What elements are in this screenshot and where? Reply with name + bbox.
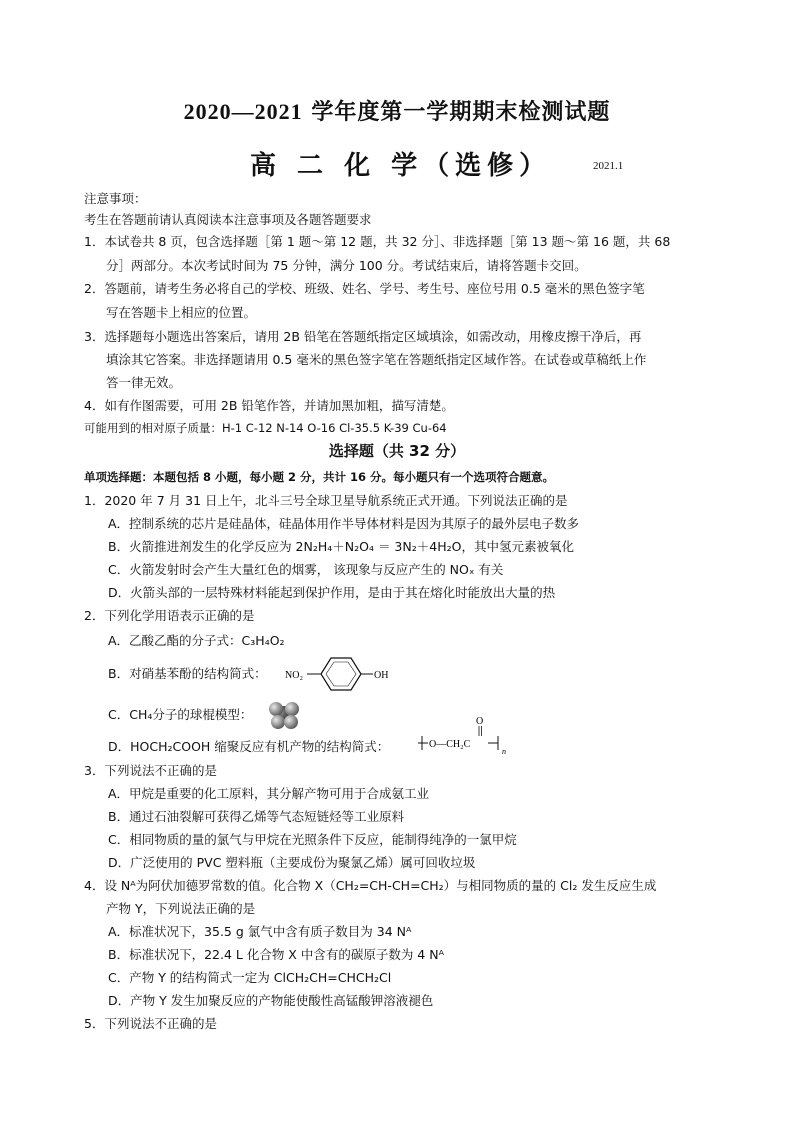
benzene-inner	[326, 662, 356, 686]
repeat-unit-label: O—CH₂C	[429, 739, 471, 750]
notice-heading: 注意事项：	[84, 191, 147, 206]
q1-option-a: A．控制系统的芯片是硅晶体，硅晶体用作半导体材料是因为其原子的最外层电子数多	[108, 516, 580, 531]
notice-line-8: 4．如有作图需要，可用 2B 铅笔作答，并请加黑加粗，描写清楚。	[84, 398, 454, 413]
q3-option-a: A．甲烷是重要的化工原料，其分解产物可用于合成氨工业	[108, 786, 430, 801]
atomic-masses: 可能用到的相对原子质量：H-1 C-12 N-14 O-16 Cl-35.5 K-39 Cu-64	[84, 421, 447, 435]
exam-subtitle: 高 二 化 学（选修）	[250, 151, 552, 181]
q2-stem: 2．下列化学用语表示正确的是	[84, 608, 255, 623]
q2-option-a: A．乙酸乙酯的分子式：C₃H₄O₂	[108, 633, 285, 648]
section-title: 选择题（共 32 分）	[328, 442, 466, 460]
q1-option-b: B．火箭推进剂发生的化学反应为 2N₂H₄＋N₂O₄ ＝ 3N₂＋4H₂O，其中氢元素被氧化	[108, 539, 574, 554]
q5-stem: 5．下列说法不正确的是	[84, 1016, 217, 1031]
notice-line-4: 写在答题卡上相应的位置。	[106, 305, 257, 320]
q3-option-d: D．广泛使用的 PVC 塑料瓶（主要成份为聚氯乙烯）属可回收垃圾	[108, 855, 476, 870]
q1-stem: 1．2020 年 7 月 31 日上午，北斗三号全球卫星导航系统正式开通。下列说法正确的是	[84, 493, 568, 508]
repeat-n-label: n	[502, 747, 506, 756]
exam-title	[0, 95, 794, 126]
q3-option-b: B．通过石油裂解可获得乙烯等气态短链烃等工业原料	[108, 809, 405, 824]
section-instruction: 单项选择题：本题包括 8 小题，每小题 2 分，共计 16 分。每小题只有一个选项符合题意。	[84, 470, 555, 484]
notice-line-1: 1．本试卷共 8 页，包含选择题［第 1 题～第 12 题，共 32 分］、非选择题［第 13 题～第 16 题，共 68	[84, 234, 671, 249]
benzene-ring	[321, 658, 361, 690]
q4-option-a: A．标准状况下，35.5 g 氯气中含有质子数目为 34 Nᴬ	[108, 924, 412, 939]
notice-line-3: 2．答题前，请考生务必将自己的学校、班级、姓名、学号、考生号、座位号用 0.5 毫米的黑色签字笔	[84, 281, 645, 296]
notice-line-7: 答一律无效。	[106, 375, 182, 390]
q2-option-b: B．对硝基苯酚的结构简式：	[108, 666, 267, 681]
notice-intro: 考生在答题前请认真阅读本注意事项及各题答题要求	[84, 212, 372, 227]
q2-option-d: D．HOCH₂COOH 缩聚反应有机产物的结构简式：	[108, 739, 390, 754]
carbonyl-o-label: O	[476, 716, 484, 727]
title-year: 2020—2021	[183, 99, 303, 124]
notice-line-6: 填涂其它答案。非选择题请用 0.5 毫米的黑色签字笔在答题纸指定区域作答。在试卷或草稿纸上作	[106, 352, 647, 367]
q3-option-c: C．相同物质的量的氯气与甲烷在光照条件下反应，能制得纯净的一氯甲烷	[108, 832, 517, 847]
q3-stem: 3．下列说法不正确的是	[84, 763, 217, 778]
nitro-group-label: NO₂	[285, 670, 303, 681]
q1-option-c: C．火箭发射时会产生大量红色的烟雾， 该现象与反应产生的 NOₓ 有关	[108, 562, 504, 577]
hydroxyl-label: OH	[374, 670, 389, 681]
exam-date: 2021.1	[593, 160, 624, 172]
notice-line-5: 3．选择题每小题选出答案后，请用 2B 铅笔在答题纸指定区域填涂，如需改动，用橡皮擦干净后，再	[84, 329, 642, 344]
q4-stem-line1: 4．设 Nᴬ为阿伏加德罗常数的值。化合物 X（CH₂=CH-CH=CH₂）与相同物质的量的 Cl₂ 发生反应生成	[84, 878, 657, 893]
q1-option-d: D．火箭头部的一层特殊材料能起到保护作用，是由于其在熔化时能放出大量的热	[108, 585, 556, 600]
title-text: 学年度第一学期期末检测试题	[311, 100, 611, 125]
methane-model-icon	[266, 699, 302, 731]
q2-option-c: C．CH₄分子的球棍模型：	[108, 707, 253, 722]
polyester-structure	[418, 714, 538, 758]
q4-option-c: C．产物 Y 的结构简式一定为 ClCH₂CH=CHCH₂Cl	[108, 970, 392, 985]
q4-stem-line2: 产物 Y，下列说法正确的是	[106, 901, 256, 916]
q4-option-d: D．产物 Y 发生加聚反应的产物能使酸性高锰酸钾溶液褪色	[108, 993, 434, 1008]
nitrophenol-structure	[285, 652, 395, 696]
notice-line-2: 分］两部分。本次考试时间为 75 分钟，满分 100 分。考试结束后，请将答题卡交回。	[106, 258, 587, 273]
q4-option-b: B．标准状况下，22.4 L 化合物 X 中含有的碳原子数为 4 Nᴬ	[108, 947, 444, 962]
